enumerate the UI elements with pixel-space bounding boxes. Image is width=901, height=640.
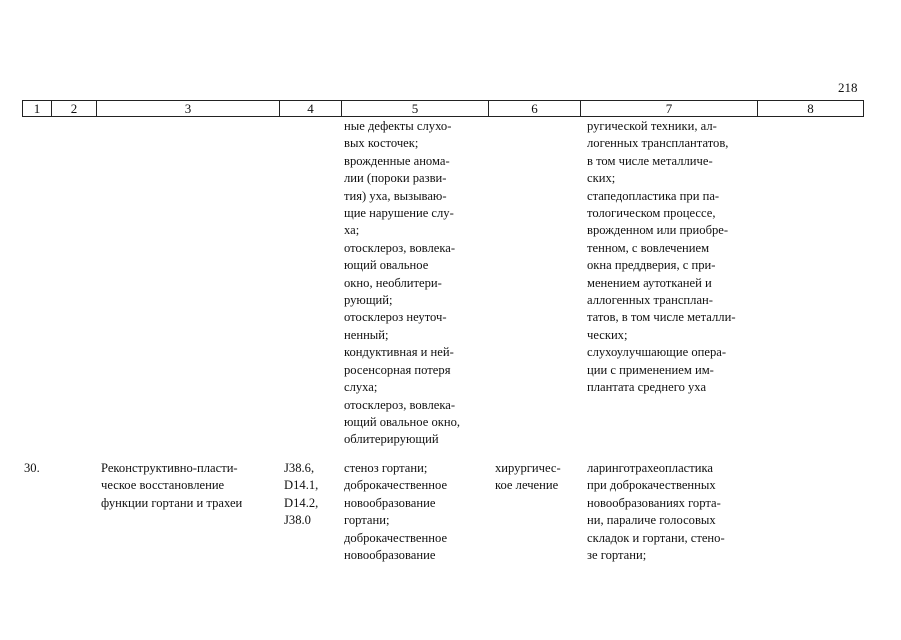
column-header-8: 8 xyxy=(758,101,864,117)
row-30-number: 30. xyxy=(24,461,40,475)
continuation-diagnosis-cell: ные дефекты слухо- вых косточек; врожденные анома- лии (пороки разви- тия) уха, вызываю- щие нарушение слу- ха; отосклероз, вовлека- ющий овальное окно, необлитери- рующий; отосклероз неуточ- ненный; кондуктивная и ней- росенсорная потеря слуха; отосклероз, вовлека- ющий овальное окно, облитерирующий xyxy=(344,119,461,447)
column-header-row xyxy=(22,100,864,117)
column-header-7: 7 xyxy=(581,101,758,117)
row-30-treatment-type: хирургичес- кое лечение xyxy=(495,461,561,493)
column-header-1: 1 xyxy=(23,101,52,117)
continuation-treatment-method-cell: ругической техники, ал- логенных трансплантатов, в том числе металличе- ских; стапедопластика при па- тологическом процессе, врожденном или приобре- тенном, с вовлечением окна преддверия, с при- менением аутотканей и аллогенных трансплан- татов, в том числе металли- ческих; слухоулучшающие опера- ции с применением им- плантата среднего уха xyxy=(587,119,736,395)
column-header-2: 2 xyxy=(52,101,97,117)
column-header-6: 6 xyxy=(489,101,581,117)
row-30-treatment-method: ларинготрахеопластика при доброкачественных новообразованиях горта- ни, параличе голосовых складок и гортани, стено- зе гортани; xyxy=(587,461,725,563)
row-30-aid-type: Реконструктивно-пласти- ческое восстановление функции гортани и трахеи xyxy=(101,461,243,510)
column-header-4: 4 xyxy=(280,101,342,117)
page-number: 218 xyxy=(838,80,858,95)
row-30-icd-codes: J38.6, D14.1, D14.2, J38.0 xyxy=(284,461,319,528)
column-header-3: 3 xyxy=(97,101,280,117)
column-header-5: 5 xyxy=(342,101,489,117)
row-30-diagnosis: стеноз гортани; доброкачественное новообразование гортани; доброкачественное новообразование xyxy=(344,461,448,563)
